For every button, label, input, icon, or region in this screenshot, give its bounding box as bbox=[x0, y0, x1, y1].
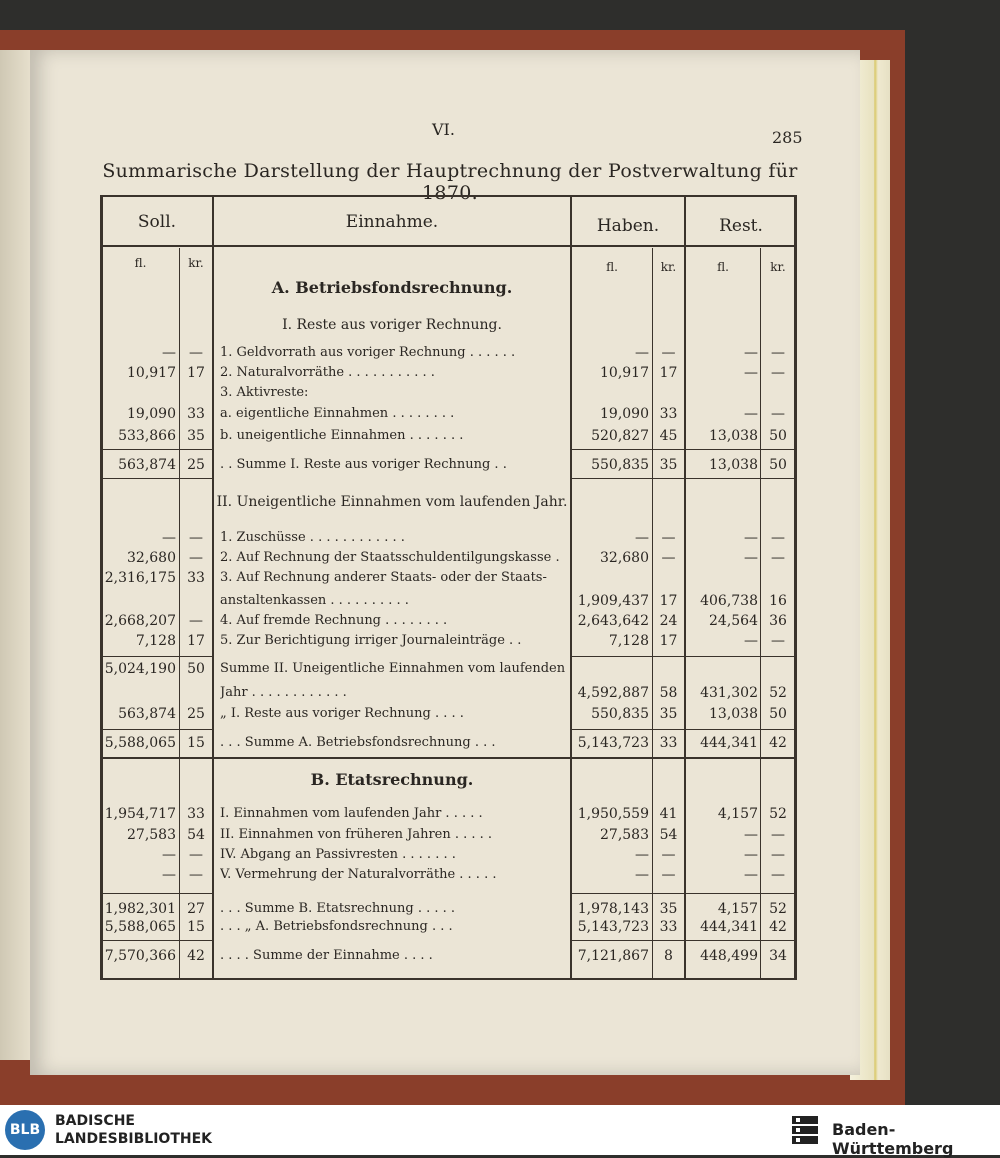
soll-kr-cell: 33 bbox=[187, 806, 205, 822]
haben-kr-cell: 58 bbox=[659, 685, 678, 701]
soll-kr-cell: — bbox=[189, 613, 203, 629]
rest-kr-cell: — bbox=[771, 406, 785, 422]
soll-fl-cell: 5,024,190 bbox=[104, 661, 176, 677]
rest-kr-cell: 52 bbox=[769, 685, 787, 701]
haben-kr-cell: 24 bbox=[659, 613, 678, 629]
rest-kr-cell: 42 bbox=[769, 919, 787, 935]
rest-fl-cell: 406,738 bbox=[700, 593, 758, 609]
rest-fl-cell: — bbox=[744, 365, 758, 381]
rest-kr-cell: — bbox=[771, 550, 785, 566]
soll-fl-cell: 19,090 bbox=[127, 406, 176, 422]
soll-fl-cell: 563,874 bbox=[118, 706, 176, 722]
soll-kr-cell: 15 bbox=[187, 919, 205, 935]
haben-kr-cell: 17 bbox=[659, 365, 678, 381]
entry-text: 2. Naturalvorräthe . . . . . . . . . . . bbox=[220, 365, 435, 380]
library-name-line2: LANDESBIBLIOTHEK bbox=[55, 1131, 213, 1147]
entry-text: Jahr . . . . . . . . . . . . bbox=[220, 685, 347, 700]
rest-kr-cell: 34 bbox=[769, 948, 787, 964]
entry-text: II. Einnahmen von früheren Jahren . . . . . bbox=[220, 827, 493, 842]
entry-text: 1. Zuschüsse . . . . . . . . . . . . bbox=[220, 530, 405, 545]
soll-fl-cell: 5,588,065 bbox=[104, 735, 176, 751]
entry-text: 5. Zur Berichtigung irriger Journaleinträge . . bbox=[220, 633, 522, 648]
entry-text: 4. Auf fremde Rechnung . . . . . . . . bbox=[220, 613, 448, 628]
soll-fl-cell: 10,917 bbox=[127, 365, 176, 381]
soll-kr-cell: — bbox=[189, 847, 203, 863]
rest-kr-cell: — bbox=[771, 867, 785, 883]
soll-kr-cell: 15 bbox=[187, 735, 205, 751]
subheader-haben-fl: fl. bbox=[606, 260, 618, 274]
entry-text: . . . Summe A. Betriebsfondsrechnung . . . bbox=[220, 735, 496, 750]
haben-fl-cell: 19,090 bbox=[600, 406, 649, 422]
soll-kr-cell: — bbox=[189, 530, 203, 546]
header-einnahme: Einnahme. bbox=[345, 212, 439, 232]
haben-fl-cell: 5,143,723 bbox=[577, 919, 649, 935]
entry-text: V. Vermehrung der Naturalvorräthe . . . . . bbox=[220, 867, 497, 882]
subheader-rest-fl: fl. bbox=[717, 260, 729, 274]
haben-fl-cell: 550,835 bbox=[591, 457, 649, 473]
rest-fl-cell: 444,341 bbox=[700, 735, 758, 751]
soll-fl-cell: 7,128 bbox=[135, 633, 176, 649]
rest-fl-cell: — bbox=[744, 827, 758, 843]
subheader-soll-kr: kr. bbox=[188, 256, 204, 270]
soll-kr-cell: 35 bbox=[187, 428, 205, 444]
entry-text: . . . „ A. Betriebsfondsrechnung . . . bbox=[220, 919, 453, 934]
haben-fl-cell: 7,121,867 bbox=[577, 948, 649, 964]
page-title: Summarische Darstellung der Hauptrechnung der Postverwaltung für 1870. bbox=[102, 160, 798, 204]
rest-fl-cell: 431,302 bbox=[700, 685, 758, 701]
rest-kr-cell: — bbox=[771, 365, 785, 381]
rest-kr-cell: 50 bbox=[769, 706, 787, 722]
soll-kr-cell: 17 bbox=[187, 633, 205, 649]
haben-fl-cell: 27,583 bbox=[600, 827, 649, 843]
haben-fl-cell: 5,143,723 bbox=[577, 735, 649, 751]
soll-fl-cell: 5,588,065 bbox=[104, 919, 176, 935]
soll-fl-cell: 1,982,301 bbox=[104, 901, 176, 917]
haben-kr-cell: 35 bbox=[659, 706, 678, 722]
soll-kr-cell: 33 bbox=[187, 570, 205, 586]
rest-fl-cell: — bbox=[744, 550, 758, 566]
haben-fl-cell: 7,128 bbox=[608, 633, 649, 649]
haben-fl-cell: 1,909,437 bbox=[577, 593, 649, 609]
rest-fl-cell: 13,038 bbox=[709, 428, 758, 444]
haben-kr-cell: 33 bbox=[659, 406, 678, 422]
rest-kr-cell: 52 bbox=[769, 901, 787, 917]
section-a-heading: A. Betriebsfondsrechnung. bbox=[271, 278, 513, 297]
soll-kr-cell: 33 bbox=[187, 406, 205, 422]
header-rest: Rest. bbox=[719, 216, 763, 236]
soll-kr-cell: — bbox=[189, 867, 203, 883]
rest-fl-cell: 13,038 bbox=[709, 457, 758, 473]
haben-kr-cell: — bbox=[661, 345, 676, 361]
haben-fl-cell: — bbox=[635, 345, 649, 361]
rest-fl-cell: — bbox=[744, 633, 758, 649]
rest-fl-cell: 4,157 bbox=[717, 901, 758, 917]
left-page-edge bbox=[0, 50, 30, 1060]
soll-fl-cell: 32,680 bbox=[127, 550, 176, 566]
state-lions-icon bbox=[790, 1113, 820, 1147]
entry-text: 2. Auf Rechnung der Staatsschuldentilgungskasse . bbox=[220, 550, 560, 565]
entry-text: . . . . Summe der Einnahme . . . . bbox=[220, 948, 433, 963]
haben-fl-cell: 520,827 bbox=[591, 428, 649, 444]
library-name bbox=[55, 1112, 212, 1148]
haben-kr-cell: — bbox=[661, 847, 676, 863]
haben-fl-cell: 550,835 bbox=[591, 706, 649, 722]
state-name: Baden-Württemberg bbox=[832, 1120, 954, 1158]
soll-kr-cell: 27 bbox=[187, 901, 205, 917]
haben-fl-cell: 1,978,143 bbox=[577, 901, 649, 917]
haben-kr-cell: 33 bbox=[659, 919, 678, 935]
soll-fl-cell: — bbox=[162, 530, 176, 546]
rest-fl-cell: — bbox=[744, 345, 758, 361]
soll-fl-cell: 1,954,717 bbox=[104, 806, 176, 822]
haben-kr-cell: — bbox=[661, 867, 676, 883]
haben-kr-cell: 35 bbox=[659, 901, 678, 917]
entry-text: 3. Aktivreste: bbox=[220, 385, 309, 400]
haben-kr-cell: 17 bbox=[659, 593, 678, 609]
soll-kr-cell: 25 bbox=[187, 457, 205, 473]
footer-bar bbox=[0, 1105, 1000, 1158]
rest-fl-cell: — bbox=[744, 530, 758, 546]
entry-text: b. uneigentliche Einnahmen . . . . . . . bbox=[220, 428, 464, 443]
rest-fl-cell: — bbox=[744, 867, 758, 883]
haben-fl-cell: — bbox=[635, 530, 649, 546]
rest-fl-cell: — bbox=[744, 847, 758, 863]
rest-kr-cell: 50 bbox=[769, 428, 787, 444]
soll-fl-cell: — bbox=[162, 345, 176, 361]
rest-kr-cell: — bbox=[771, 827, 785, 843]
entry-text: I. Einnahmen vom laufenden Jahr . . . . . bbox=[220, 806, 483, 821]
haben-fl-cell: — bbox=[635, 867, 649, 883]
library-name-line1: BADISCHE bbox=[55, 1113, 135, 1129]
rest-kr-cell: 52 bbox=[769, 806, 787, 822]
entry-text: . . Summe I. Reste aus voriger Rechnung . . bbox=[220, 457, 507, 472]
haben-fl-cell: 2,643,642 bbox=[577, 613, 649, 629]
haben-fl-cell: 1,950,559 bbox=[577, 806, 649, 822]
section-numeral: VI. bbox=[432, 120, 455, 139]
entry-text: „ I. Reste aus voriger Rechnung . . . . bbox=[220, 706, 464, 721]
section-a-subheading-ii: II. Uneigentliche Einnahmen vom laufenden Jahr. bbox=[216, 494, 568, 510]
haben-kr-cell: 41 bbox=[659, 806, 678, 822]
haben-kr-cell: — bbox=[661, 550, 676, 566]
rest-fl-cell: — bbox=[744, 406, 758, 422]
entry-text: Summe II. Uneigentliche Einnahmen vom laufenden bbox=[220, 661, 566, 676]
soll-fl-cell: — bbox=[162, 847, 176, 863]
subheader-rest-kr: kr. bbox=[770, 260, 786, 274]
rest-kr-cell: — bbox=[771, 345, 785, 361]
entry-text: anstaltenkassen . . . . . . . . . . bbox=[220, 593, 409, 608]
rest-kr-cell: 36 bbox=[769, 613, 787, 629]
soll-kr-cell: 42 bbox=[187, 948, 205, 964]
haben-fl-cell: 32,680 bbox=[600, 550, 649, 566]
section-a-subheading-i: I. Reste aus voriger Rechnung. bbox=[282, 317, 502, 333]
soll-kr-cell: 54 bbox=[187, 827, 205, 843]
haben-kr-cell: 8 bbox=[664, 948, 673, 964]
soll-fl-cell: 563,874 bbox=[118, 457, 176, 473]
rest-kr-cell: 16 bbox=[769, 593, 787, 609]
soll-fl-cell: — bbox=[162, 867, 176, 883]
soll-kr-cell: 17 bbox=[187, 365, 205, 381]
entry-text: IV. Abgang an Passivresten . . . . . . . bbox=[220, 847, 456, 862]
entry-text: 3. Auf Rechnung anderer Staats- oder der Staats- bbox=[220, 570, 547, 585]
entry-text: 1. Geldvorrath aus voriger Rechnung . . . . . . bbox=[220, 345, 516, 360]
soll-fl-cell: 27,583 bbox=[127, 827, 176, 843]
entry-text: . . . Summe B. Etatsrechnung . . . . . bbox=[220, 901, 456, 916]
soll-kr-cell: — bbox=[189, 550, 203, 566]
haben-fl-cell: 4,592,887 bbox=[577, 685, 649, 701]
haben-fl-cell: — bbox=[635, 847, 649, 863]
rest-kr-cell: — bbox=[771, 847, 785, 863]
rest-kr-cell: 50 bbox=[769, 457, 787, 473]
rest-fl-cell: 24,564 bbox=[709, 613, 758, 629]
rest-kr-cell: 42 bbox=[769, 735, 787, 751]
haben-kr-cell: 33 bbox=[659, 735, 678, 751]
haben-kr-cell: 17 bbox=[659, 633, 678, 649]
soll-fl-cell: 2,316,175 bbox=[104, 570, 176, 586]
page-number: 285 bbox=[772, 128, 803, 147]
rest-fl-cell: 4,157 bbox=[717, 806, 758, 822]
rest-kr-cell: — bbox=[771, 633, 785, 649]
section-b-heading: B. Etatsrechnung. bbox=[310, 770, 474, 789]
rest-fl-cell: 13,038 bbox=[709, 706, 758, 722]
header-haben: Haben. bbox=[596, 216, 660, 236]
haben-kr-cell: 35 bbox=[659, 457, 678, 473]
soll-fl-cell: 7,570,366 bbox=[104, 948, 176, 964]
haben-kr-cell: 54 bbox=[659, 827, 678, 843]
subheader-soll-fl: fl. bbox=[134, 256, 147, 270]
soll-kr-cell: — bbox=[189, 345, 203, 361]
soll-fl-cell: 2,668,207 bbox=[104, 613, 176, 629]
haben-kr-cell: — bbox=[661, 530, 676, 546]
soll-kr-cell: 25 bbox=[187, 706, 205, 722]
haben-kr-cell: 45 bbox=[659, 428, 678, 444]
soll-kr-cell: 50 bbox=[187, 661, 205, 677]
blb-logo: BLB bbox=[5, 1110, 45, 1150]
header-soll: Soll. bbox=[137, 212, 177, 232]
soll-fl-cell: 533,866 bbox=[118, 428, 176, 444]
haben-fl-cell: 10,917 bbox=[600, 365, 649, 381]
rest-fl-cell: 448,499 bbox=[700, 948, 758, 964]
entry-text: a. eigentliche Einnahmen . . . . . . . . bbox=[220, 406, 455, 421]
rest-kr-cell: — bbox=[771, 530, 785, 546]
subheader-haben-kr: kr. bbox=[660, 260, 677, 274]
rest-fl-cell: 444,341 bbox=[700, 919, 758, 935]
